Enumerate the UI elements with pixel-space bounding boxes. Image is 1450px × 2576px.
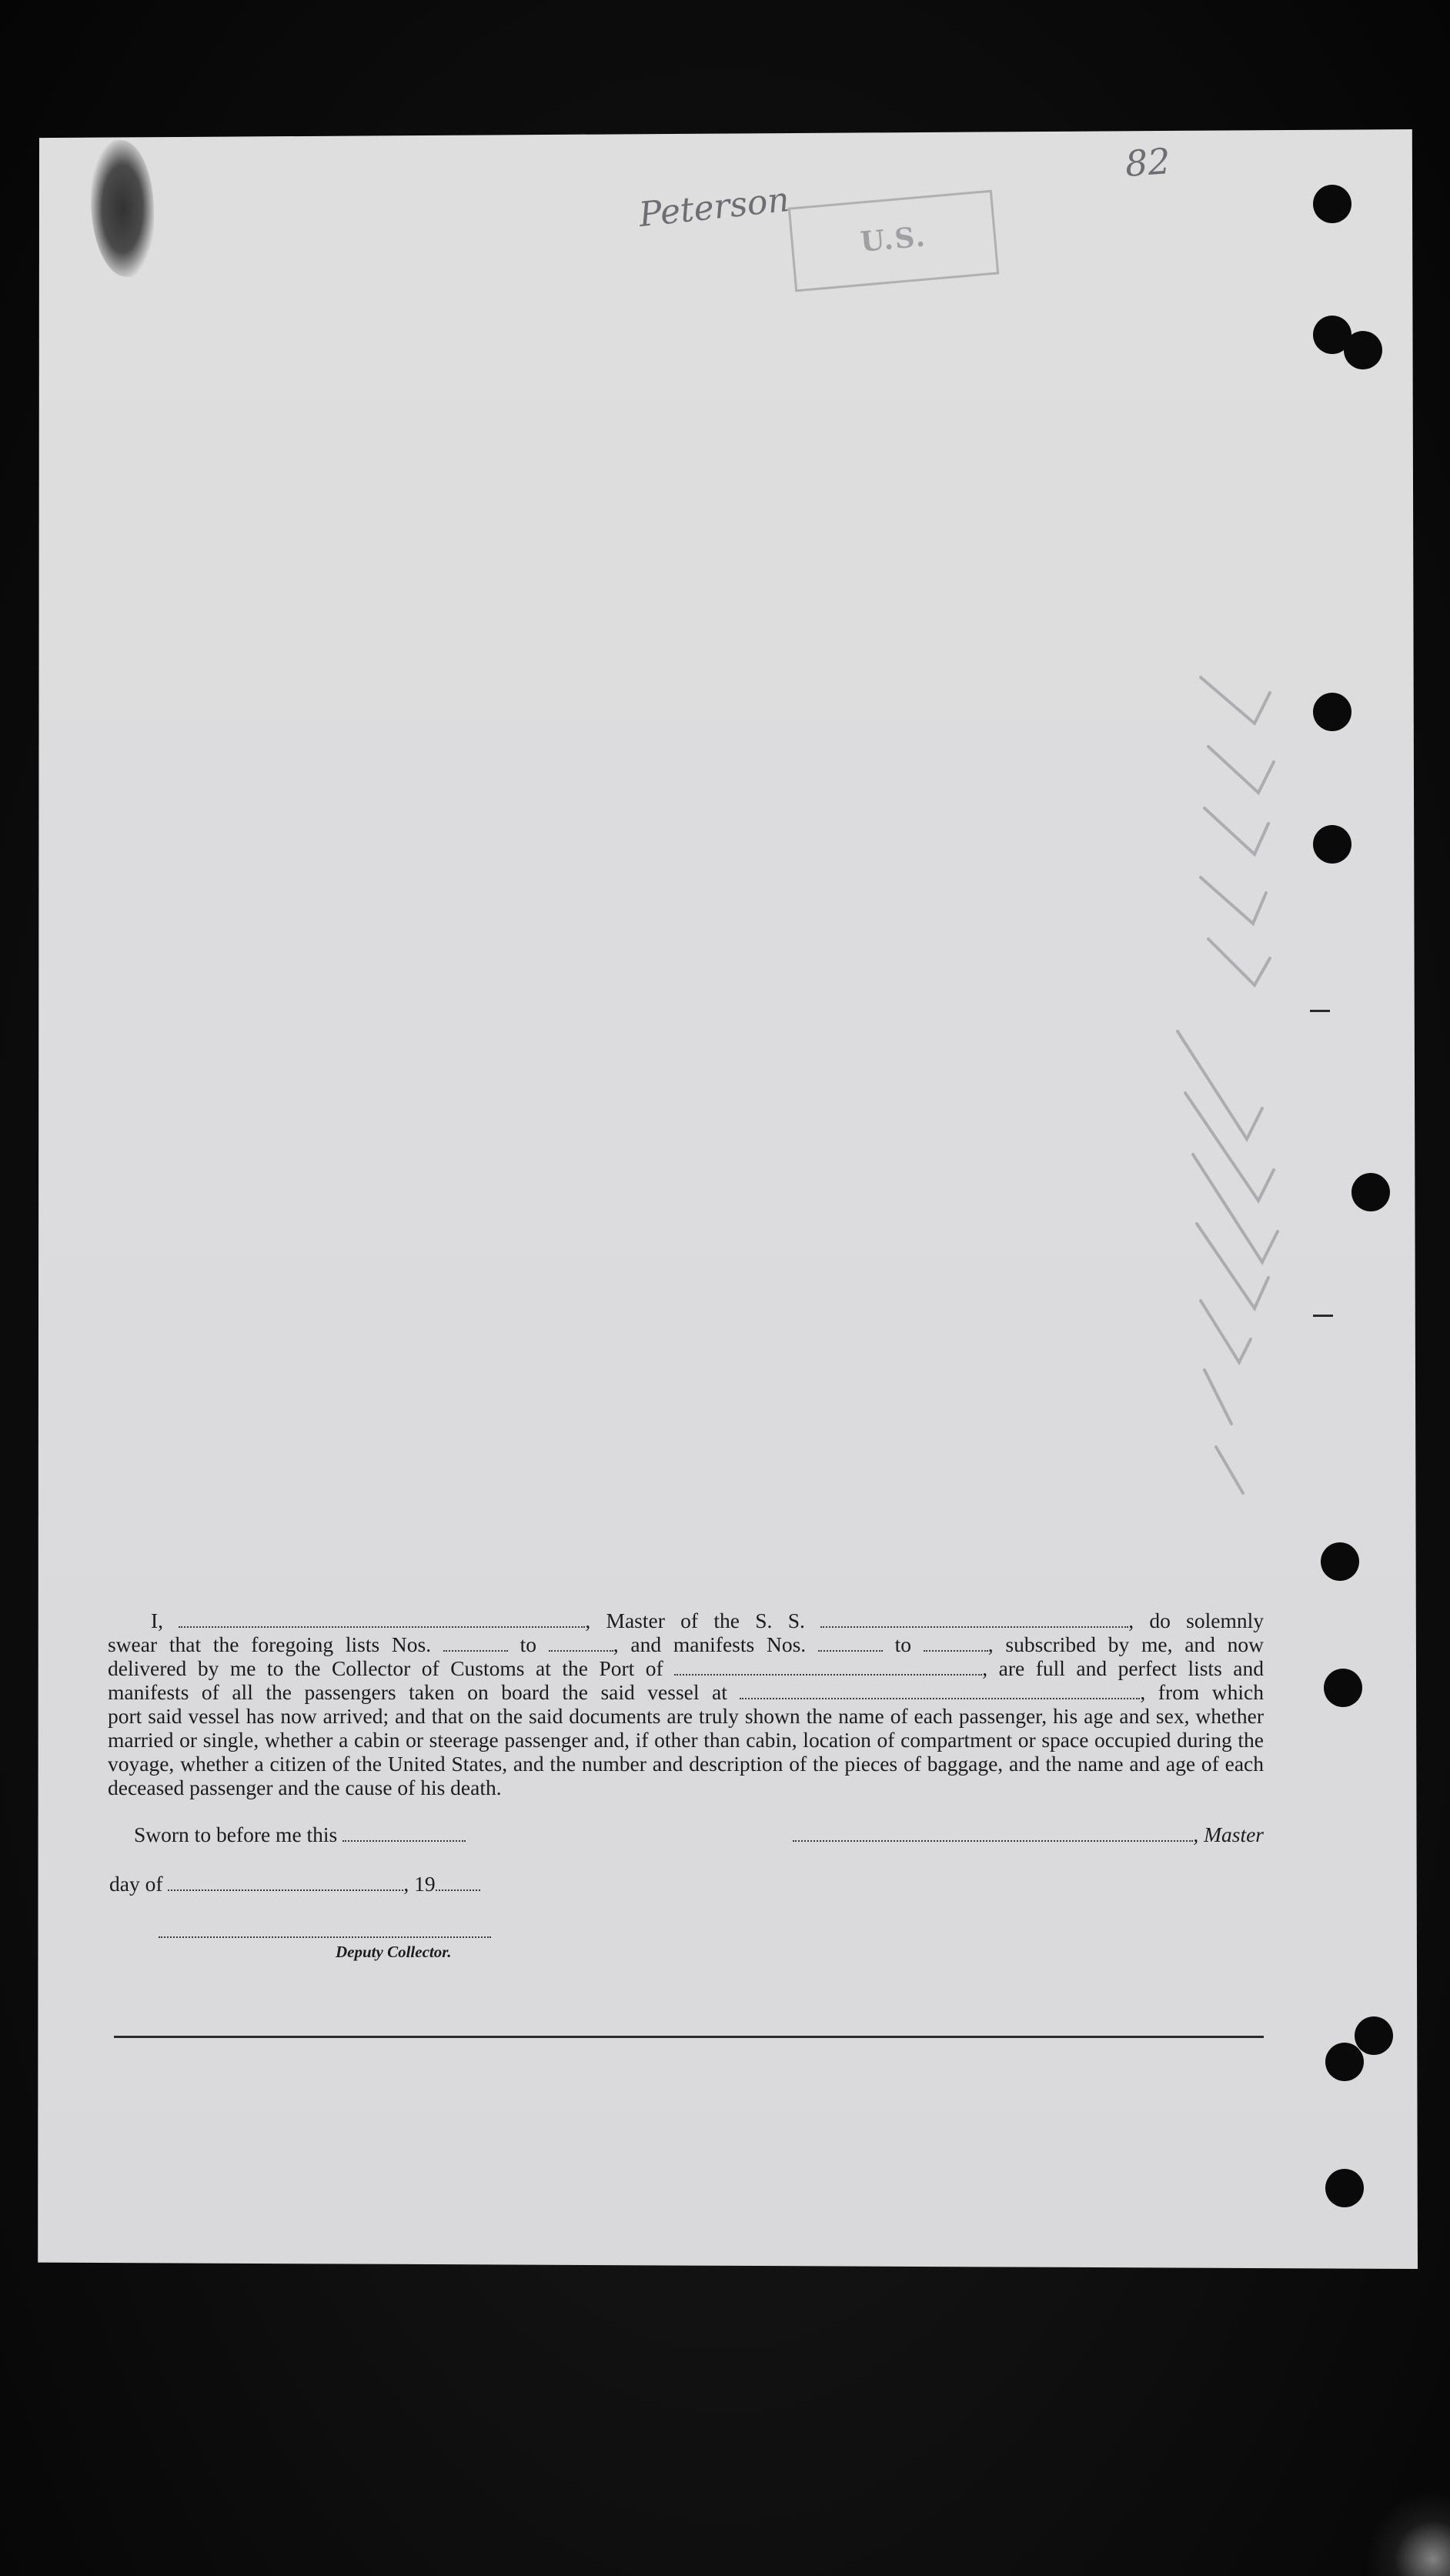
- sworn-before-me: [134, 1823, 466, 1847]
- horizontal-rule: [114, 2036, 1264, 2038]
- blank-list-from: [443, 1636, 508, 1652]
- day-text: day of: [109, 1872, 163, 1896]
- faded-stamp: U.S.: [788, 190, 1000, 292]
- punch-hole: [1355, 2016, 1393, 2055]
- oath-text: , subscribed by me, and now: [987, 1632, 1265, 1656]
- handwritten-annotation: Peterson: [636, 179, 791, 236]
- sworn-text: Sworn to before me this: [134, 1823, 338, 1846]
- punch-hole: [1321, 1542, 1359, 1581]
- blank-embarkation-port: [740, 1684, 1140, 1699]
- year-text: , 19: [403, 1872, 436, 1896]
- scanner-glare: [1365, 2491, 1450, 2576]
- punch-hole: [1325, 2043, 1364, 2081]
- oath-line-2: [108, 1632, 1264, 1656]
- oath-text: I,: [151, 1609, 164, 1632]
- master-oath-paragraph: [108, 1609, 1264, 1799]
- oath-text: manifests of all the passengers taken on board the said vessel at: [108, 1680, 727, 1704]
- blank-port: [674, 1660, 982, 1676]
- blank-manifest-to: [924, 1636, 988, 1652]
- punch-hole: [1324, 1669, 1362, 1707]
- master-signature: [793, 1823, 1264, 1847]
- oath-line-4: [108, 1680, 1264, 1704]
- punch-hole: [1344, 331, 1382, 369]
- blank-manifest-from: [818, 1636, 883, 1652]
- oath-body: port said vessel has now arrived; and that on the said documents are truly shown the name of each passenger, his age and sex, whether married or single, whether a cabin or steerage passenger and, if other than cabin, location of compartment or space occupied during the voyage, whether a citizen of the United States, and the number and description of the pieces of baggage, and the name and age of each deceased passenger and the cause of his death.: [108, 1704, 1264, 1799]
- oath-text: , Master of the S. S.: [585, 1609, 805, 1632]
- blank-list-to: [549, 1636, 613, 1652]
- oath-text: swear that the foregoing lists Nos.: [108, 1632, 432, 1656]
- oath-text: , are full and perfect lists and: [982, 1656, 1264, 1680]
- oath-text: , and manifests Nos.: [613, 1632, 807, 1656]
- oath-text: to: [894, 1632, 912, 1656]
- punch-hole: [1351, 1173, 1390, 1211]
- oath-line-1: [108, 1609, 1264, 1632]
- blank-year: [436, 1876, 480, 1891]
- punch-hole: [1325, 2169, 1364, 2207]
- oath-text: , do solemnly: [1128, 1609, 1264, 1632]
- blank-sworn-day: [342, 1826, 466, 1842]
- blank-month: [168, 1876, 403, 1891]
- collector-signature-line: [159, 1936, 491, 1938]
- punch-hole: [1313, 185, 1351, 223]
- oath-text: to: [520, 1632, 536, 1656]
- oath-line-3: [108, 1656, 1264, 1680]
- blank-master-name: [179, 1612, 585, 1628]
- deputy-collector-label: Deputy Collector.: [336, 1943, 452, 1961]
- blank-ship-name: [820, 1612, 1128, 1628]
- blank-master-signature: [793, 1826, 1193, 1842]
- oath-text: , from which: [1140, 1680, 1264, 1704]
- oath-text: delivered by me to the Collector of Customs at the Port of: [108, 1656, 663, 1680]
- handwritten-page-number: 82: [1124, 140, 1172, 185]
- day-row: [109, 1872, 480, 1896]
- master-label: , Master: [1193, 1823, 1264, 1846]
- pencil-tick-marks: [1170, 662, 1324, 1539]
